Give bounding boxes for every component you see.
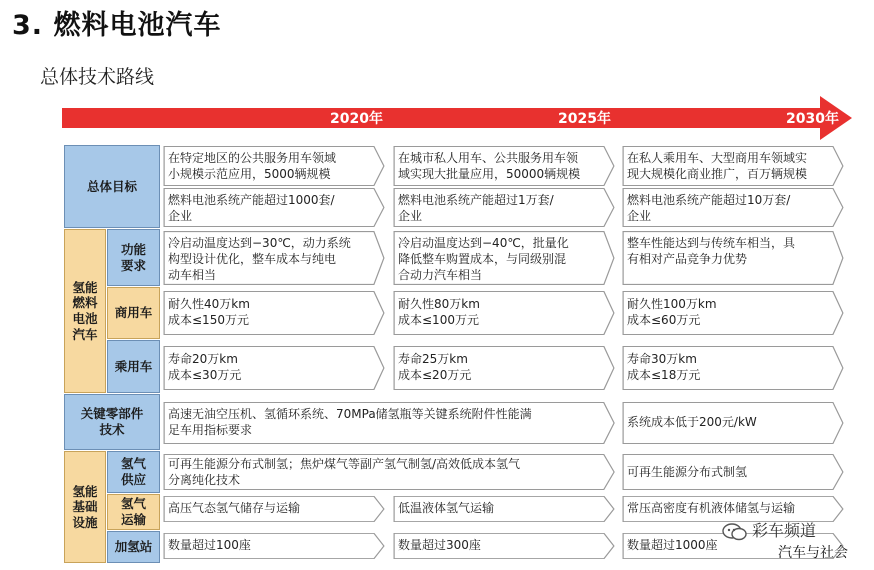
overall-goal-2025-cell: 在城市私人用车、公共服务用车领 域实现大批量应用，50000辆规模 xyxy=(393,146,615,186)
function-2025-cell: 冷启动温度达到−40℃，批量化 降低整车购置成本，与同级别混 合动力汽车相当 xyxy=(393,231,615,285)
transport-2030-cell: 常压高密度有机液体储氢与运输 xyxy=(622,496,844,522)
header-fuel-cell-vehicle: 氢能 燃料 电池 汽车 xyxy=(64,229,106,393)
header-overall-goals: 总体目标 xyxy=(64,145,160,228)
section-subtitle: 总体技术路线 xyxy=(40,66,155,88)
year-2030-label: 2030年 xyxy=(786,111,839,127)
station-2020-cell: 数量超过100座 xyxy=(163,533,385,559)
passenger-2030-cell: 寿命30万km 成本≤18万元 xyxy=(622,346,844,390)
header-hydrogen-station: 加氢站 xyxy=(107,531,160,563)
capacity-2020-cell: 燃料电池系统产能超过1000套/ 企业 xyxy=(163,188,385,227)
header-passenger-vehicle: 乘用车 xyxy=(107,340,160,393)
header-commercial-vehicle: 商用车 xyxy=(107,287,160,339)
header-hydrogen-infrastructure: 氢能 基础 设施 xyxy=(64,451,106,563)
function-2030-cell: 整车性能达到与传统车相当，具 有相对产品竞争力优势 xyxy=(622,231,844,285)
capacity-2030-cell: 燃料电池系统产能超过10万套/ 企业 xyxy=(622,188,844,227)
supply-2020-2025-cell: 可再生能源分布式制氢；焦炉煤气等副产氢气制氢/高效低成本氢气 分离纯化技术 xyxy=(163,454,615,490)
station-2025-cell: 数量超过300座 xyxy=(393,533,615,559)
watermark-channel-name: 彩车频道 xyxy=(752,521,817,540)
passenger-2025-cell: 寿命25万km 成本≤20万元 xyxy=(393,346,615,390)
overall-goal-2030-cell: 在私人乘用车、大型商用车领域实 现大规模化商业推广，百万辆规模 xyxy=(622,146,844,186)
header-hydrogen-supply: 氢气 供应 xyxy=(107,451,160,493)
supply-2030-cell: 可再生能源分布式制氢 xyxy=(622,454,844,490)
year-2020-label: 2020年 xyxy=(330,111,383,127)
header-function-requirements: 功能 要求 xyxy=(107,229,160,286)
transport-2020-cell: 高压气态氢气储存与运输 xyxy=(163,496,385,522)
capacity-2025-cell: 燃料电池系统产能超过1万套/ 企业 xyxy=(393,188,615,227)
header-key-components: 关键零部件 技术 xyxy=(64,394,160,450)
timeline-arrow xyxy=(62,96,852,140)
components-2030-cell: 系统成本低于200元/kW xyxy=(622,402,844,444)
passenger-2020-cell: 寿命20万km 成本≤30万元 xyxy=(163,346,385,390)
watermark-source: 汽车与社会 xyxy=(778,545,848,561)
commercial-2025-cell: 耐久性80万km 成本≤100万元 xyxy=(393,291,615,335)
year-2025-label: 2025年 xyxy=(558,111,611,127)
transport-2025-cell: 低温液体氢气运输 xyxy=(393,496,615,522)
header-hydrogen-transport: 氢气 运输 xyxy=(107,494,160,530)
function-2020-cell: 冷启动温度达到−30℃，动力系统 构型设计优化，整车成本与纯电 动车相当 xyxy=(163,231,385,285)
components-2020-2025-cell: 高速无油空压机、氢循环系统、70MPa储氢瓶等关键系统附件性能满 足车用指标要求 xyxy=(163,402,615,444)
page-title: 3. 燃料电池汽车 xyxy=(12,10,222,41)
commercial-2020-cell: 耐久性40万km 成本≤150万元 xyxy=(163,291,385,335)
overall-goal-2020-cell: 在特定地区的公共服务用车领域 小规模示范应用，5000辆规模 xyxy=(163,146,385,186)
commercial-2030-cell: 耐久性100万km 成本≤60万元 xyxy=(622,291,844,335)
station-2030-cell: 数量超过1000座 xyxy=(622,533,844,559)
